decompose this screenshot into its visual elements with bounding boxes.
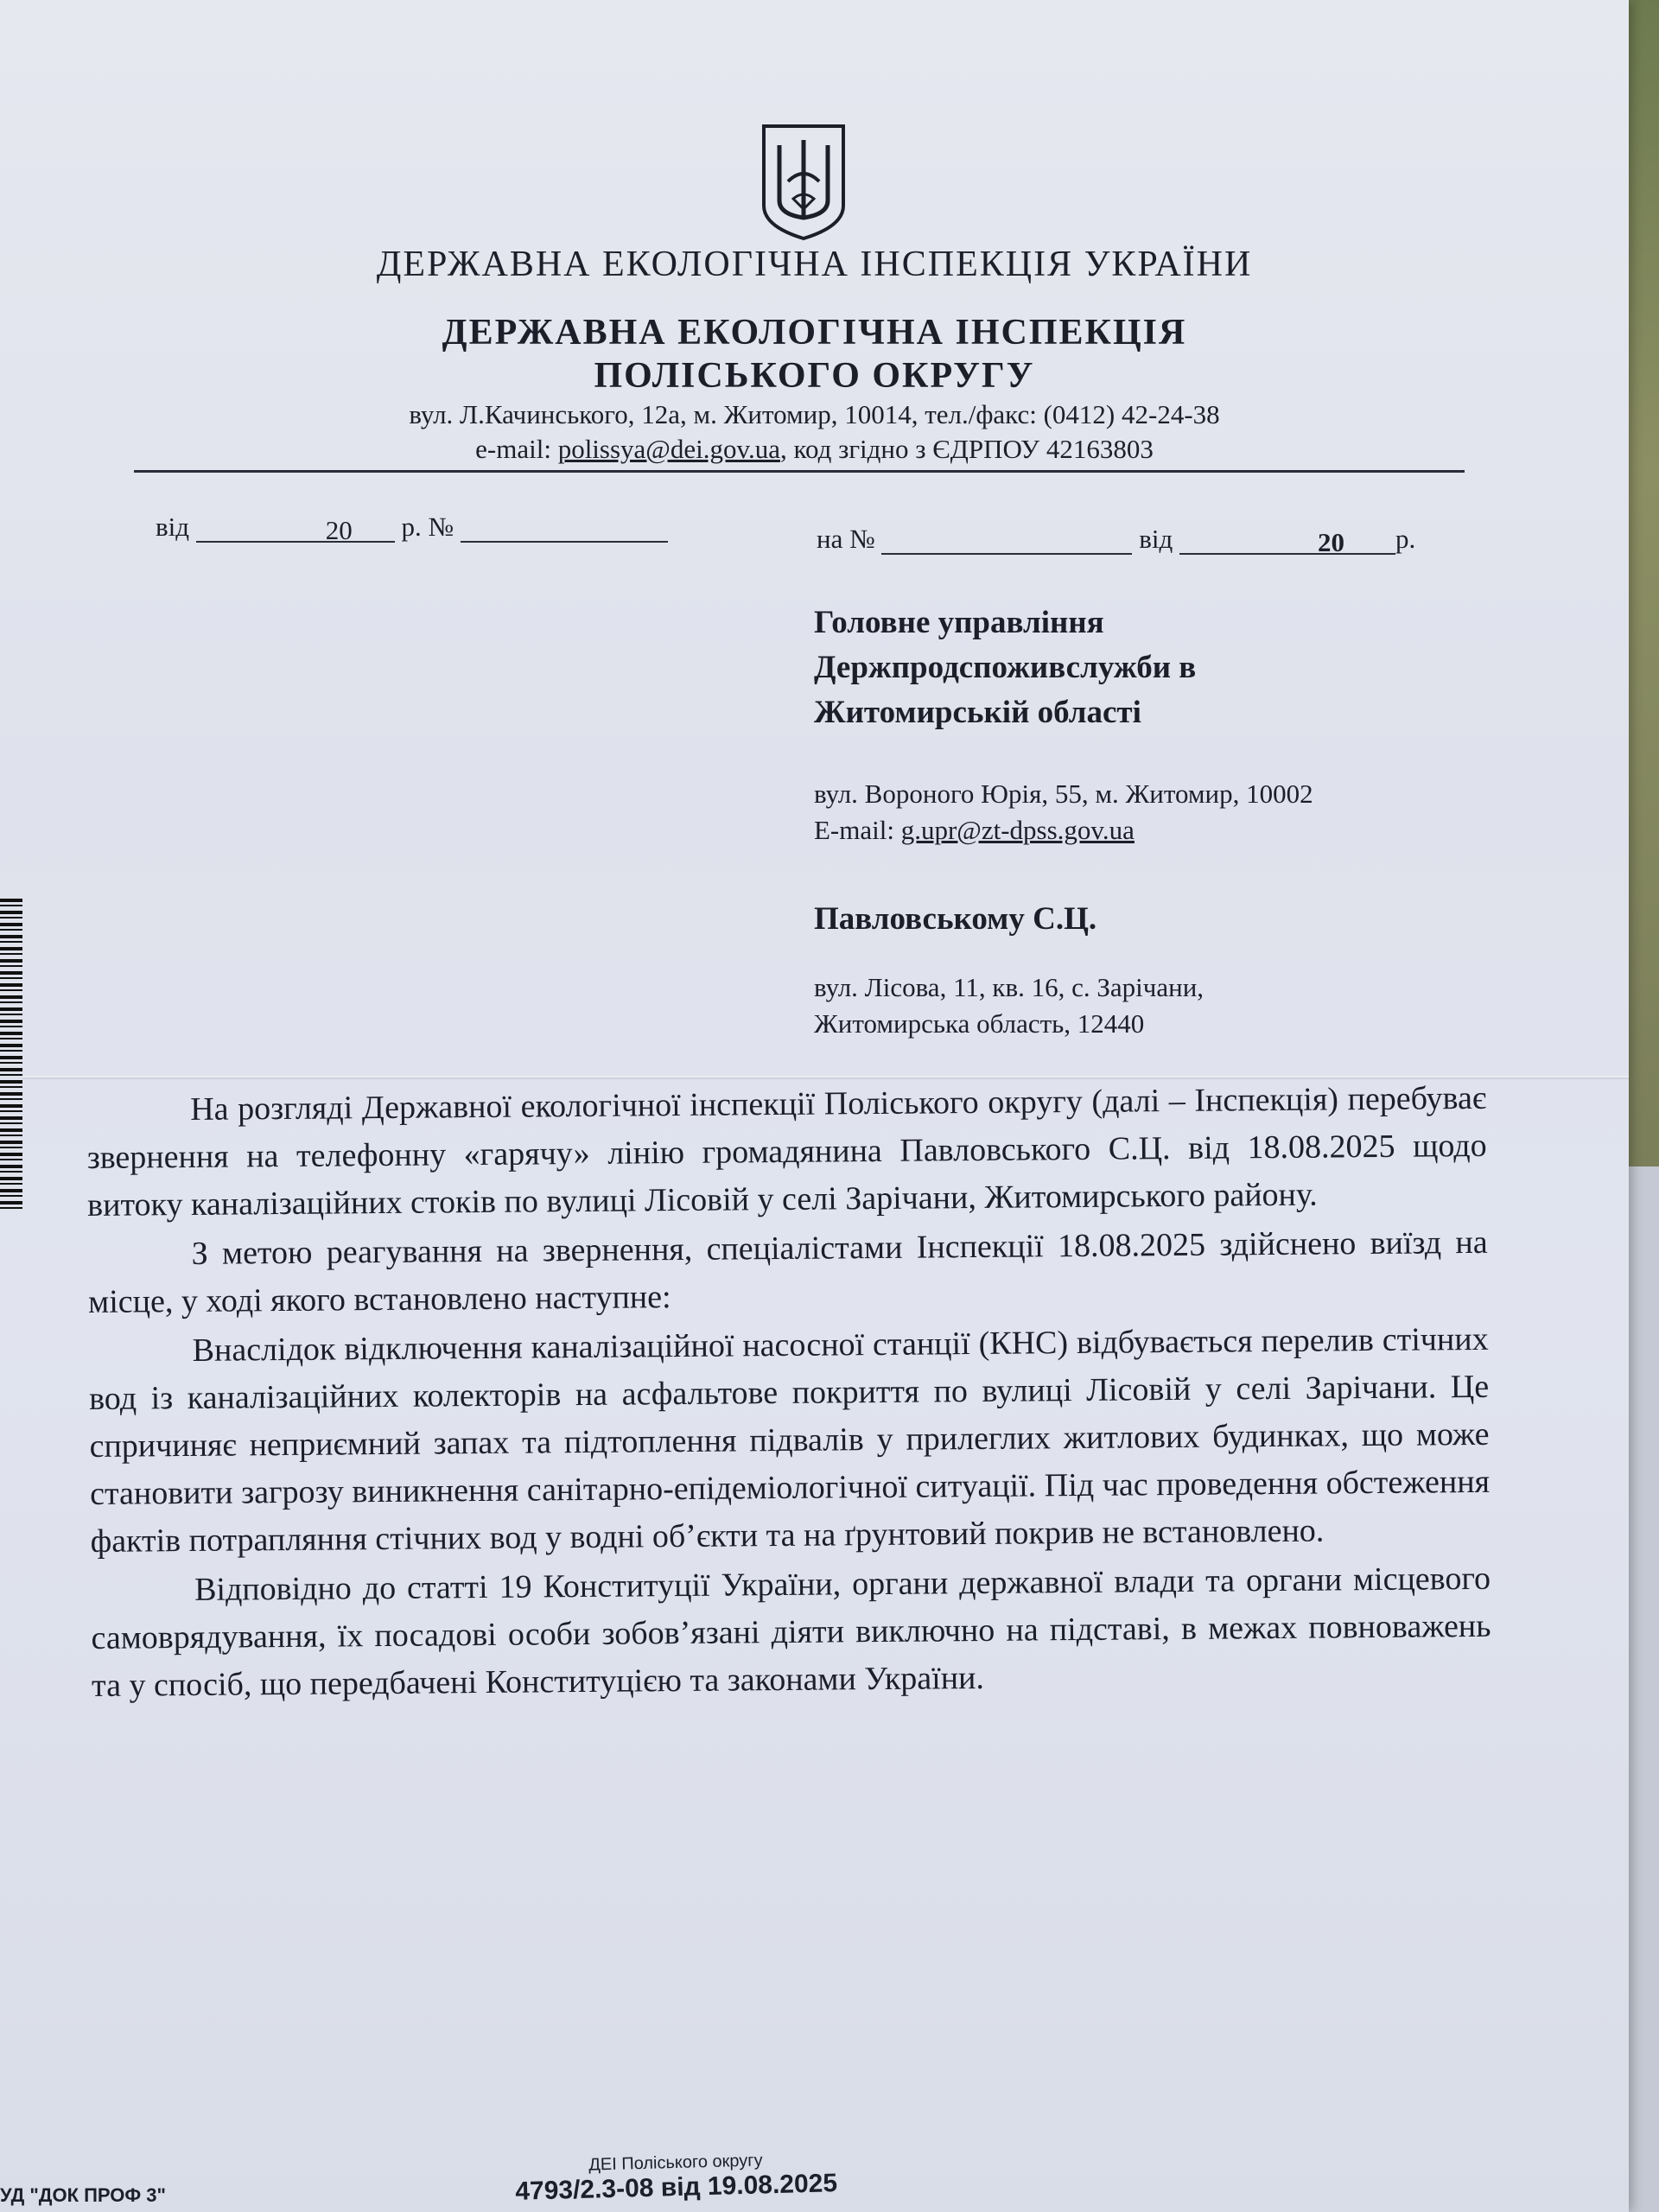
recipient-org-contacts [814,776,1313,849]
trident-emblem-icon [759,121,849,242]
recipient-org-line2: Держпродспоживслужби в [814,650,1197,685]
recipient-org-email-row [814,812,1313,849]
reply-year: 20 [1318,527,1352,555]
recipient-org-line1: Головне управління [814,605,1104,640]
year-prefix: 20 [326,515,360,543]
year-blank [360,515,395,543]
edrpou-code: , код згідно з ЄДРПОУ 42163803 [779,434,1154,464]
agency-email[interactable]: polissya@dei.gov.ua [557,434,780,464]
barcode [0,899,22,1210]
recipient-person-address-line1: вул. Лісова, 11, кв. 16, с. Зарічани, [814,972,1205,1002]
branch-name-line2: ПОЛІСЬКОГО ОКРУГУ [594,356,1035,396]
recipient-person-address-line2: Житомирська область, 12440 [814,1008,1145,1039]
reply-date-blank [1179,527,1318,555]
header-rule [134,470,1465,473]
agency-name: ДЕРЖАВНА ЕКОЛОГІЧНА ІНСПЕКЦІЯ УКРАЇНИ [376,245,1253,284]
reply-label: на № [817,524,875,554]
agency-address: вул. Л.Качинського, 12а, м. Житомир, 10014, тел./факс: (0412) 42-24-38 [409,399,1220,429]
from-label: від [156,512,190,542]
software-footer: УД "ДОК ПРОФ 3" [0,2184,166,2206]
recipient-person-address [814,969,1204,1042]
letter-body [86,1075,1491,1712]
stamp-registration-number: 4793/2.3-08 від 19.08.2025 [514,2169,838,2206]
recipient-person: Павловському С.Ц. [814,901,1097,937]
date-blank [196,515,326,543]
reply-number-blank [881,527,1132,555]
registration-stamp [514,2149,837,2207]
reply-year-suffix: р. [1395,524,1416,554]
recipient-org-email[interactable]: g.upr@zt-dpss.gov.ua [900,815,1135,845]
recipient-org-address: вул. Вороного Юрія, 55, м. Житомир, 10002 [814,779,1313,809]
body-paragraph: Відповідно до статті 19 Конституції України, органи державної влади та органи місцевого самоврядування, їх посадові особи зобов’язані діяти виключно на підставі, в межах повноважень та у спосіб, що передбачені Конституцією та законами України. [91,1560,1491,1704]
outgoing-number-line [156,512,668,543]
year-suffix: р. № [401,512,454,542]
body-paragraph: Внаслідок відключення каналізаційної насосної станції (КНС) відбувається перелив стічних вод із каналізаційних колекторів на асфальтове покриття по вулиці Лісовій у селі Зарічани. Це спричиняє неприємний запах та підтоплення підвалів у прилеглих житлових будинках, що може становити загрозу виникнення санітарно-епідеміологічної ситуації. Під час проведення обстеження фактів потрапляння стічних вод у водні об’єкти та на ґрунтовий покрив не встановлено. [88,1320,1491,1560]
reply-year-blank [1352,527,1395,555]
reply-from-label: від [1139,524,1173,554]
number-blank [461,515,668,543]
body-paragraph: На розгляді Державної екологічної інспекції Поліського округу (далі – Інспекція) перебуває звернення на телефонну «гарячу» лінію громадянина Павловського С.Ц. від 18.08.2025 щодо витоку каналізаційних стоків по вулиці Лісовій у селі Зарічани, Житомирського району. [86,1079,1487,1224]
recipient-org-email-label: E-mail: [814,815,894,845]
body-paragraph: З метою реагування на звернення, спеціалістами Інспекції 18.08.2025 здійснено виїзд на місце, у ході якого встановлено наступне: [87,1224,1488,1320]
reply-number-line [817,524,1415,555]
email-label: e-mail: [475,434,551,464]
recipient-org-line3: Житомирській області [814,695,1141,730]
branch-name-line1: ДЕРЖАВНА ЕКОЛОГІЧНА ІНСПЕКЦІЯ [442,313,1187,353]
stamp-organization: ДЕІ Поліського округу [588,2151,763,2175]
recipient-organization [814,601,1196,735]
agency-contacts [0,434,1629,465]
